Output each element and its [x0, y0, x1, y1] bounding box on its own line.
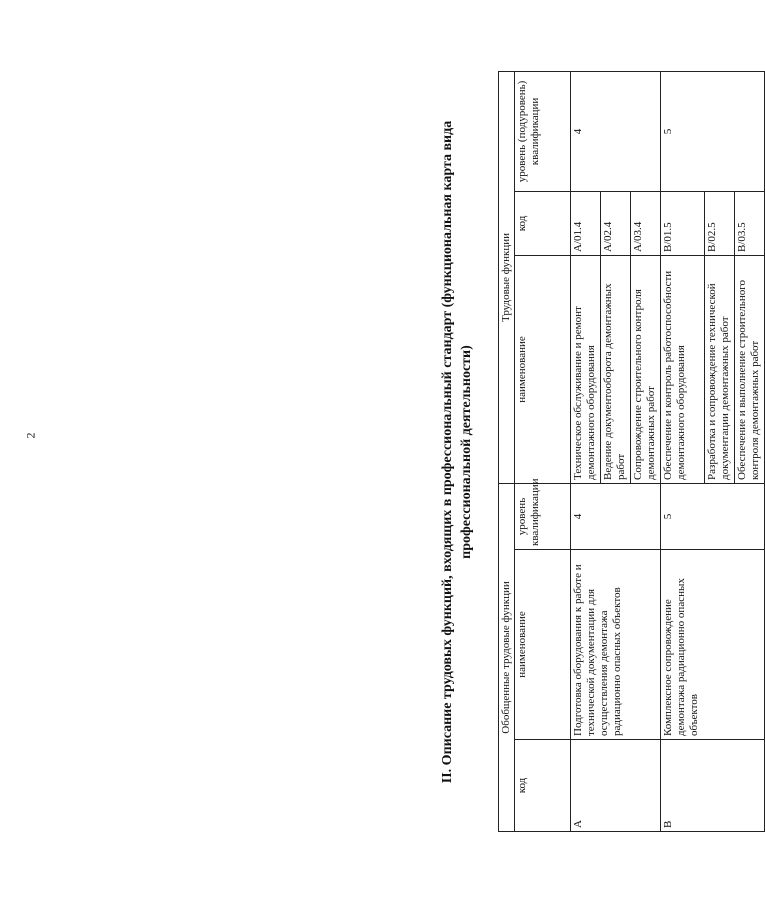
func-code: B/03.5 — [735, 191, 765, 255]
rotated-content — [430, 72, 761, 832]
func-code: A/03.4 — [631, 191, 661, 255]
header-row-top — [499, 71, 515, 831]
func-code: A/02.4 — [601, 191, 631, 255]
func-name: Обеспечение и выполнение строительного контроля демонтажных работ — [735, 255, 765, 483]
func-name: Обеспечение и контроль работоспособности демонтажного оборудования — [661, 255, 705, 483]
header-code-2: код — [515, 191, 571, 255]
header-code-1: код — [515, 740, 571, 832]
func-level: 4 — [571, 71, 661, 191]
page-number: 2 — [23, 432, 38, 439]
header-level-1: уровень квалификации — [515, 483, 571, 549]
header-sublevel: уровень (подуровень) квалификации — [515, 71, 571, 191]
title-line-1: II. Описание трудовых функций, входящих в профессиональный стандарт (функциональная карта вида — [440, 120, 455, 784]
header-generalized: Обобщенные трудовые функции — [499, 483, 515, 831]
functional-map-table — [498, 71, 765, 832]
func-name: Ведение документооборота демонтажных работ — [601, 255, 631, 483]
gen-name: Комплексное сопровождение демонтажа радиационно опасных объектов — [661, 550, 765, 740]
gen-level: 4 — [571, 483, 661, 549]
header-name-2: наименование — [515, 255, 571, 483]
section-title — [438, 72, 476, 832]
func-name: Разработка и сопровождение технической документации демонтажных работ — [705, 255, 735, 483]
func-code: B/02.5 — [705, 191, 735, 255]
gen-code: B — [661, 740, 765, 832]
gen-name: Подготовка оборудования к работе и технической документации для осуществления демонтажа радиационно опасных объектов — [571, 550, 661, 740]
func-code: B/01.5 — [661, 191, 705, 255]
gen-code: A — [571, 740, 661, 832]
header-name-1: наименование — [515, 550, 571, 740]
header-row-sub — [515, 71, 571, 831]
func-name: Сопровождение строительного контроля демонтажных работ — [631, 255, 661, 483]
gen-level: 5 — [661, 483, 765, 549]
title-line-2: профессиональной деятельности) — [459, 345, 474, 559]
func-name: Техническое обслуживание и ремонт демонтажного оборудования — [571, 255, 601, 483]
header-labor: Трудовые функции — [499, 71, 515, 483]
func-level: 5 — [661, 71, 765, 191]
func-code: A/01.4 — [571, 191, 601, 255]
table-row — [571, 71, 601, 831]
table-row — [661, 71, 705, 831]
